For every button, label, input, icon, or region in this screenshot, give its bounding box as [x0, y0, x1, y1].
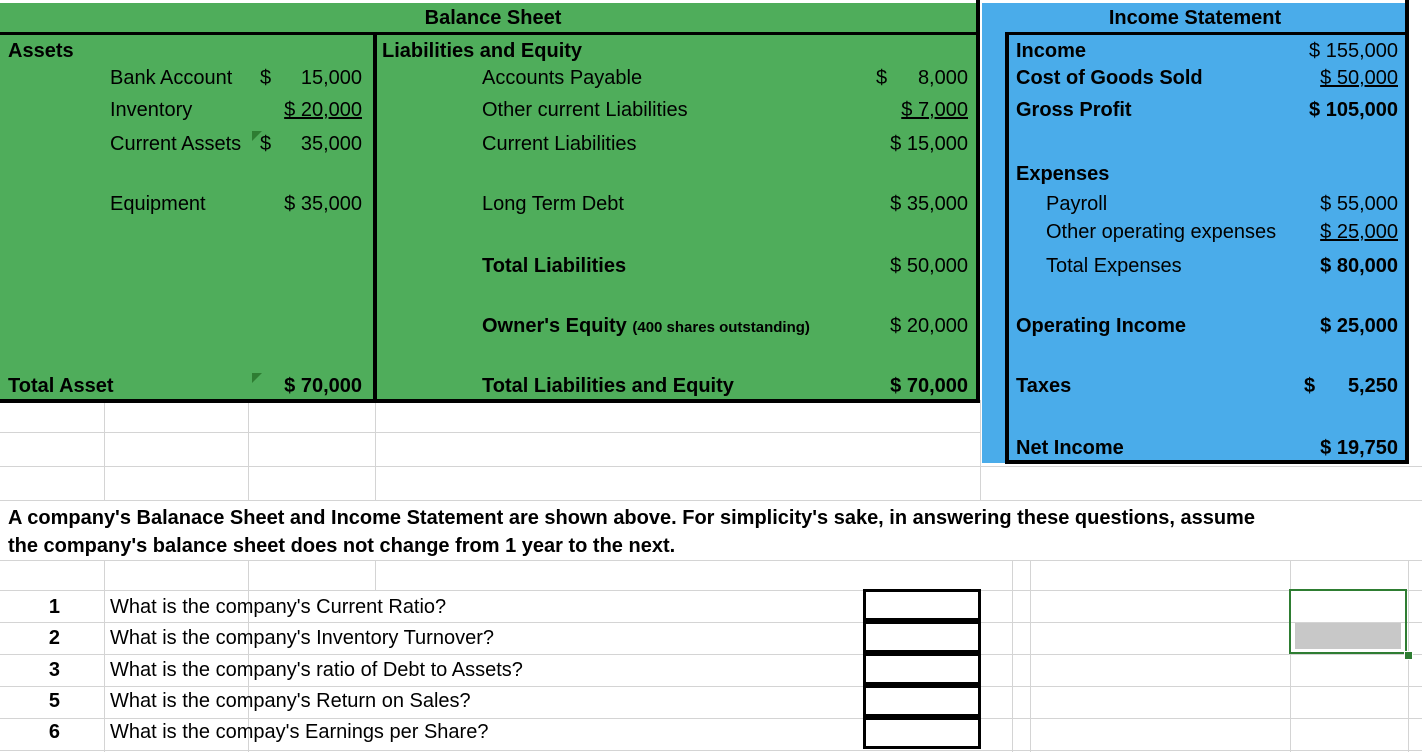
current-assets-label: Current Assets — [110, 133, 242, 155]
answer-cell-1[interactable] — [863, 589, 981, 621]
total-expenses-label: Total Expenses — [1046, 255, 1182, 277]
total-liabilities-label: Total Liabilities — [482, 255, 627, 277]
total-liabilities-equity-label: Total Liabilities and Equity — [482, 375, 734, 397]
payroll-label: Payroll — [1046, 193, 1108, 215]
equipment-value: $ 35,000 — [284, 193, 362, 215]
total-expenses-value: $ 80,000 — [1320, 255, 1398, 277]
accounts-payable-label: Accounts Payable — [482, 67, 643, 89]
cogs-value: $ 50,000 — [1320, 67, 1398, 89]
current-liabilities-value: $ 15,000 — [890, 133, 968, 155]
owners-equity-value: $ 20,000 — [890, 315, 968, 337]
balance-sheet-title: Balance Sheet — [424, 7, 562, 29]
taxes-value: 5,250 — [1347, 375, 1398, 397]
question-text: What is the company's Return on Sales? — [110, 690, 471, 712]
owners-equity-row — [482, 315, 810, 338]
total-asset-value: $ 70,000 — [284, 375, 362, 397]
income-label: Income — [1016, 40, 1087, 62]
question-number: 5 — [48, 690, 60, 712]
question-number: 3 — [48, 659, 60, 681]
accounts-payable-value: 8,000 — [917, 67, 968, 89]
gross-profit-label: Gross Profit — [1016, 99, 1132, 121]
other-current-liabilities-label: Other current Liabilities — [482, 99, 688, 121]
expenses-header: Expenses — [1016, 163, 1110, 185]
taxes-currency: $ — [1304, 375, 1316, 397]
question-number: 6 — [48, 721, 60, 743]
income-statement-title: Income Statement — [1108, 7, 1282, 29]
question-number: 1 — [48, 596, 60, 618]
question-text: What is the company's ratio of Debt to Assets? — [110, 659, 523, 681]
cogs-label: Cost of Goods Sold — [1016, 67, 1203, 89]
instructions-line-1: A company's Balanace Sheet and Income Statement are shown above. For simplicity's sake, in answering these questions, assume — [8, 507, 1255, 529]
current-liabilities-label: Current Liabilities — [482, 133, 637, 155]
equipment-label: Equipment — [110, 193, 206, 215]
other-current-liabilities-value: $ 7,000 — [901, 99, 968, 121]
other-operating-expenses-label: Other operating expenses — [1046, 221, 1277, 243]
owners-equity-label: Owner's Equity — [482, 315, 627, 337]
answer-cell-6[interactable] — [863, 717, 981, 749]
operating-income-label: Operating Income — [1016, 315, 1187, 337]
total-liabilities-value: $ 50,000 — [890, 255, 968, 277]
assets-header: Assets — [8, 40, 74, 62]
instructions-line-2: the company's balance sheet does not change from 1 year to the next. — [8, 535, 676, 557]
accounts-payable-currency: $ — [876, 67, 888, 89]
inventory-label: Inventory — [110, 99, 193, 121]
fill-handle[interactable] — [1404, 651, 1413, 660]
operating-income-value: $ 25,000 — [1320, 315, 1398, 337]
question-text: What is the compay's Earnings per Share? — [110, 721, 489, 743]
instructions — [0, 501, 1422, 560]
current-assets-value: 35,000 — [300, 133, 362, 155]
inventory-value: $ 20,000 — [284, 99, 362, 121]
total-asset-label: Total Asset — [8, 375, 114, 397]
long-term-debt-label: Long Term Debt — [482, 193, 624, 215]
question-text: What is the company's Current Ratio? — [110, 596, 447, 618]
answer-cell-2[interactable] — [863, 621, 981, 653]
payroll-value: $ 55,000 — [1320, 193, 1398, 215]
shares-outstanding-note: (400 shares outstanding) — [632, 319, 810, 336]
other-operating-expenses-value: $ 25,000 — [1320, 221, 1398, 243]
income-value: $ 155,000 — [1309, 40, 1398, 62]
question-number: 2 — [48, 627, 60, 649]
liabilities-header: Liabilities and Equity — [382, 40, 583, 62]
taxes-label: Taxes — [1016, 375, 1072, 397]
total-liabilities-equity-value: $ 70,000 — [890, 375, 968, 397]
long-term-debt-value: $ 35,000 — [890, 193, 968, 215]
gross-profit-value: $ 105,000 — [1309, 99, 1398, 121]
selected-cell-fill — [1295, 623, 1401, 649]
net-income-label: Net Income — [1016, 437, 1124, 459]
bank-account-value: 15,000 — [300, 67, 362, 89]
answer-cell-3[interactable] — [863, 653, 981, 685]
question-text: What is the company's Inventory Turnover? — [110, 627, 494, 649]
current-assets-currency: $ — [260, 133, 272, 155]
bank-account-currency: $ — [260, 67, 272, 89]
selected-cell-range[interactable] — [1289, 589, 1407, 654]
net-income-value: $ 19,750 — [1320, 437, 1398, 459]
answer-cell-5[interactable] — [863, 685, 981, 717]
bank-account-label: Bank Account — [110, 67, 233, 89]
